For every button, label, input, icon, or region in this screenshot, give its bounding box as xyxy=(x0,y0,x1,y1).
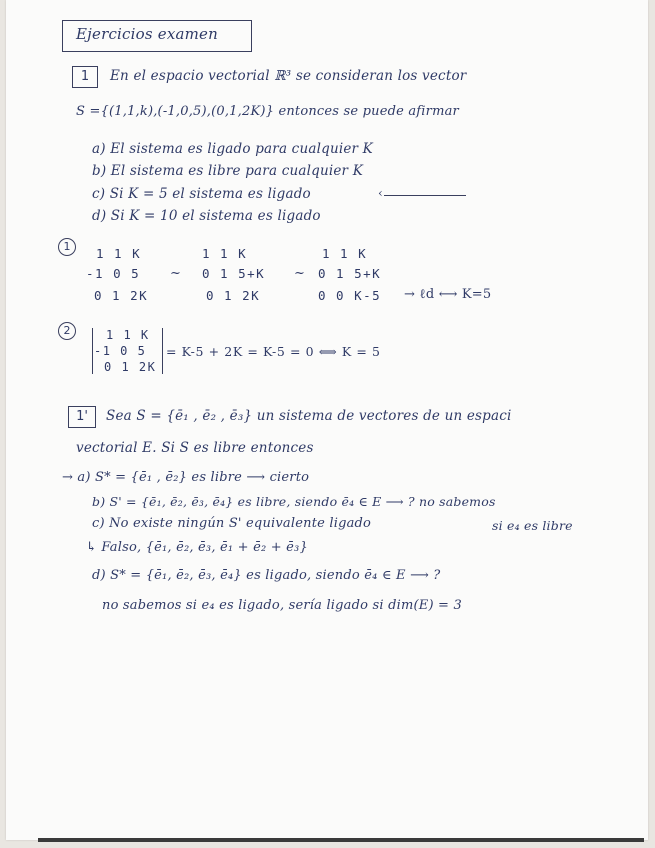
determinant-bar-right xyxy=(162,328,163,374)
exercise-number-box: 1 xyxy=(72,66,98,88)
exercise-1b-statement-line-2: vectorial E. Si S es libre entonces xyxy=(76,440,314,456)
method-2-label: 2 xyxy=(58,322,76,340)
option-d: d) Si K = 10 el sistema es ligado xyxy=(92,208,321,224)
option-b: b) El sistema es libre para cualquier K xyxy=(92,163,363,179)
matrix-row: 1 1 K xyxy=(322,246,368,261)
matrix-row: 0 1 5+K xyxy=(202,266,266,281)
answer-d-line-2: no sabemos si e₄ es ligado, sería ligado si dim(E) = 3 xyxy=(102,598,462,613)
arrowhead-icon: ‹ xyxy=(378,186,383,200)
exercise-1-statement-line-1: En el espacio vectorial ℝ³ se consideran los vector xyxy=(110,68,467,84)
page-bottom-edge xyxy=(38,838,644,842)
determinant-bar-left xyxy=(92,328,93,374)
answer-a: → a) S* = {ē₁ , ē₂} es libre ⟶ cierto xyxy=(62,470,310,485)
matrix-row: 1 1 K xyxy=(96,246,142,261)
determinant-row: 0 1 2K xyxy=(104,360,157,374)
option-c-marker-arrow xyxy=(384,195,466,196)
determinant-equation: = K-5 + 2K = K-5 = 0 ⟺ K = 5 xyxy=(166,344,381,359)
exercise-1-statement-line-2: S ={(1,1,k),(-1,0,5),(0,1,2K)} entonces se puede afirmar xyxy=(76,104,459,119)
option-c: c) Si K = 5 el sistema es ligado xyxy=(92,186,311,202)
notebook-page xyxy=(6,0,648,840)
answer-d-line-1: d) S* = {ē₁, ē₂, ē₃, ē₄} es ligado, siendo ē₄ ∈ E ⟶ ? xyxy=(92,568,441,583)
matrix-row: 0 1 2K xyxy=(206,288,261,303)
answer-b-line-1: b) S' = {ē₁, ē₂, ē₃, ē₄} es libre, siendo ē₄ ∈ E ⟶ ? no sabemos xyxy=(92,494,496,509)
exercise-1b-statement-line-1: Sea S = {ē₁ , ē₂ , ē₃} un sistema de vectores de un espaci xyxy=(106,408,512,424)
equivalence-tilde: ~ xyxy=(294,266,306,281)
answer-c-line-1: c) No existe ningún S' equivalente ligado xyxy=(92,516,372,531)
matrix-row: 0 1 5+K xyxy=(318,266,382,281)
answer-b-line-2: si e₄ es libre xyxy=(492,518,573,533)
determinant-row: 1 1 K xyxy=(106,328,150,342)
matrix-row: -1 0 5 xyxy=(86,266,141,281)
answer-c-line-2: ↳ Falso, {ē₁, ē₂, ē₃, ē₁ + ē₂ + ē₃} xyxy=(86,540,308,555)
page-title: Ejercicios examen xyxy=(76,25,218,43)
equivalence-tilde: ~ xyxy=(170,266,182,281)
method-1-label: 1 xyxy=(58,238,76,256)
matrix-row: 1 1 K xyxy=(202,246,248,261)
matrix-row: 0 1 2K xyxy=(94,288,149,303)
option-a: a) El sistema es ligado para cualquier K xyxy=(92,141,373,157)
matrix-row: 0 0 K-5 xyxy=(318,288,382,303)
method-1-conclusion: → ℓd ⟷ K=5 xyxy=(404,287,492,302)
determinant-row: -1 0 5 xyxy=(94,344,147,358)
exercise-number-box: 1' xyxy=(68,406,96,428)
